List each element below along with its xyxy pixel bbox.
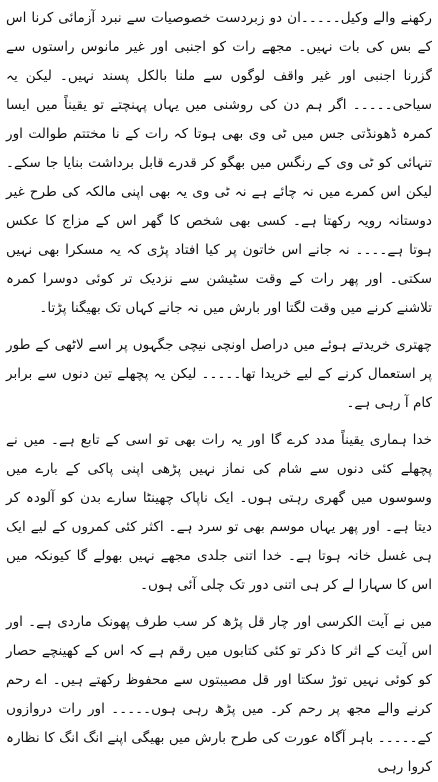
paragraph-4: میں نے آیت الکرسی اور چار قل پڑھ کر سب طرف پھونک ماردی ہے۔ اور اس آیت کے اثر کا ذکر تو کئی کتابوں میں رقم ہے کہ اس کے کھینچے حصار کو کوئی نہیں توڑ سکتا اور قل مصیبتوں سے محفوظ رکھتے ہیں۔ اے رحم کرنے والے مجھ پر رحم کر۔ میں پڑھ رہی ہوں۔۔۔۔۔ اور رات دروازوں کے۔۔۔۔۔ باہر آگاہ عورت کی طرح بارش میں بھیگی اپنے انگ انگ کا نظارہ کروا رہی [6,614,432,775]
paragraph-2: چھتری خریدتے ہوئے میں دراصل اونچی نیچی جگہوں پر اسے لاٹھی کے طور پر استعمال کرنے کے لیے خریدا تھا۔۔۔۔۔ لیکن یہ پچھلے تین دنوں سے برابر کام آ رہی ہے۔ [6,337,432,411]
paragraph-3: خدا ہماری یقیناً مدد کرے گا اور یہ رات بھی تو اسی کے تابع ہے۔ میں نے پچھلے کئی دنوں سے شام کی نماز نہیں پڑھی اپنی پاکی کے بارے میں وسوسوں میں گھری رہتی ہوں۔ ایک ناپاک چھینٹا سارے بدن کو آلودہ کر دیتا ہے۔ اور پھر یہاں موسم بھی تو سرد ہے۔ اکثر کئی کمروں کے لیے ایک ہی غسل خانہ ہوتا ہے۔ خدا اتنی جلدی مجھے نہیں بھولے گا کیونکہ میں اس کا سہارا لے کر ہی اتنی دور تک چلی آئی ہوں۔ [6,432,432,593]
paragraph-1: رکھنے والے وکیل۔۔۔۔۔ان دو زبردست خصوصیات سے نبرد آزمائی کرنا اس کے بس کی بات نہیں۔ مجھے رات کو اجنبی اور غیر مانوس راستوں سے گزرنا اجنبی اور غیر واقف لوگوں سے ملنا بالکل پسند نہیں۔ لیکن یہ سیاحی۔۔۔۔۔ اگر ہم دن کی روشنی میں یہاں پہنچتے تو یقیناً میں ایسا کمرہ ڈھونڈتی جس میں ٹی وی بھی ہوتا کہ رات کے نا مختتم طوالت اور تنہائی کو ٹی وی کے رنگس میں بھگو کر قدرے قابل برداشت بنایا جا سکے۔ لیکن اس کمرے میں نہ چائے ہے نہ ٹی وی یہ بھی اپنی مالکہ کی طرح غیر دوستانہ رویہ رکھتا ہے۔ کسی بھی شخص کا گھر اس کے مزاج کا عکس ہوتا ہے۔۔۔۔ نہ جانے اس خاتون پر کیا افتاد پڑی کہ یہ مسکرا بھی نہیں سکتی۔ اور پھر رات کے وقت سٹیشن سے نزدیک تر کوئی دوسرا کمرہ تلاشنے کرنے میں وقت لگتا اور بارش میں نہ جانے کہاں تک بھیگنا پڑتا۔ [6,10,432,316]
